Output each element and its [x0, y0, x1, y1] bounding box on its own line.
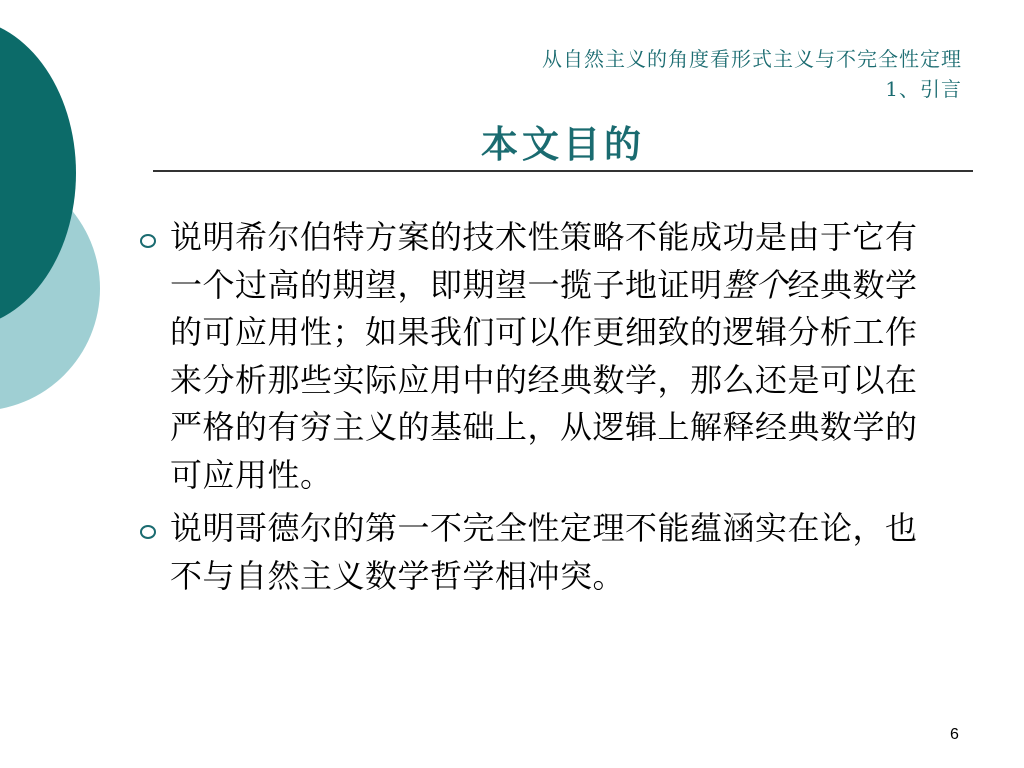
bullet-text-part: 经典数学的可应用性；如果我们可以作更细致的逻辑分析工作来分析那些实际应用中的经典数学，那么还是可以在严格的有穷主义的基础上，从逻辑上解释经典数学的可应用性。 — [170, 265, 918, 494]
emphasis-text: 整个 — [722, 265, 788, 304]
bullet-list — [140, 214, 940, 606]
header-topic: 从自然主义的角度看形式主义与不完全性定理 — [542, 47, 962, 71]
slide-header — [542, 44, 962, 104]
circle-bullet-icon — [140, 234, 156, 248]
header-section: 1、引言 — [885, 77, 962, 101]
bullet-text-part: 说明希尔伯特方案的技术性策略不能成功是由于它有一个过高的期望，即期望一揽子地证明 — [170, 218, 918, 304]
bullet-text — [170, 214, 930, 499]
circle-bullet-icon — [140, 525, 156, 539]
slide-title: 本文目的 — [481, 122, 645, 166]
bullet-item — [140, 214, 940, 499]
bullet-item — [140, 505, 940, 600]
bullet-text: 说明哥德尔的第一不完全性定理不能蕴涵实在论，也不与自然主义数学哲学相冲突。 — [170, 509, 918, 595]
page-number: 6 — [950, 726, 959, 743]
title-divider — [153, 170, 973, 172]
